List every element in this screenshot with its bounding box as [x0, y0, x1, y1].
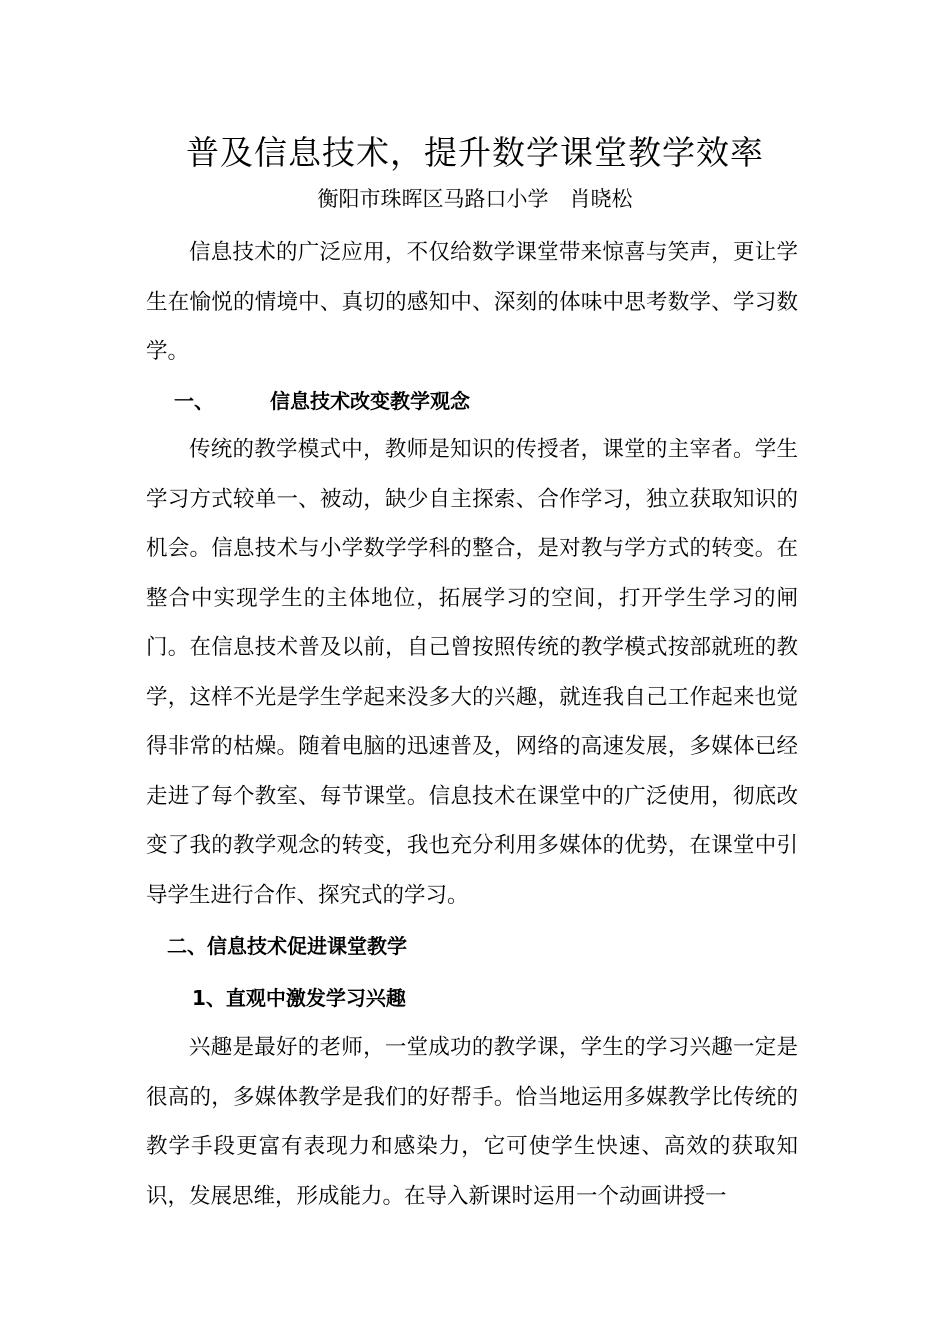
- section1-paragraph: 传统的教学模式中，教师是知识的传授者，课堂的主宰者。学生学习方式较单一、被动，缺少自主探索、合作学习，独立获取知识的机会。信息技术与小学数学学科的整合，是对教与学方式的转变。在整合中实现学生的主体地位，拓展学习的空间，打开学生学习的闸门。在信息技术普及以前，自己曾按照传统的教学模式按部就班的教学，这样不光是学生学起来没多大的兴趣，就连我自己工作起来也觉得非常的枯燥。随着电脑的迅速普及，网络的高速发展，多媒体已经走进了每个教室、每节课堂。信息技术在课堂中的广泛使用，彻底改变了我的教学观念的转变，我也充分利用多媒体的优势，在课堂中引导学生进行合作、探究式的学习。: [146, 437, 798, 908]
- author-line: 衡阳市珠晖区马路口小学 肖晓松: [317, 187, 633, 211]
- section2-heading: 二、信息技术促进课堂教学: [167, 934, 407, 958]
- section1-number: 一、: [174, 389, 214, 413]
- document-title: 普及信息技术，提升数学课堂教学效率: [186, 133, 764, 172]
- section1-heading: 信息技术改变教学观念: [270, 389, 470, 413]
- intro-paragraph: 信息技术的广泛应用，不仅给数学课堂带来惊喜与笑声，更让学生在愉悦的情境中、真切的感知中、深刻的体味中思考数学、学习数学。: [146, 240, 798, 364]
- subsection1-paragraph: 兴趣是最好的老师，一堂成功的教学课，学生的学习兴趣一定是很高的，多媒体教学是我们的好帮手。恰当地运用多媒教学比传统的教学手段更富有表现力和感染力，它可使学生快速、高效的获取知识，发展思维，形成能力。在导入新课时运用一个动画讲授一: [146, 1035, 798, 1209]
- subsection1-heading: 1、直观中激发学习兴趣: [192, 986, 406, 1010]
